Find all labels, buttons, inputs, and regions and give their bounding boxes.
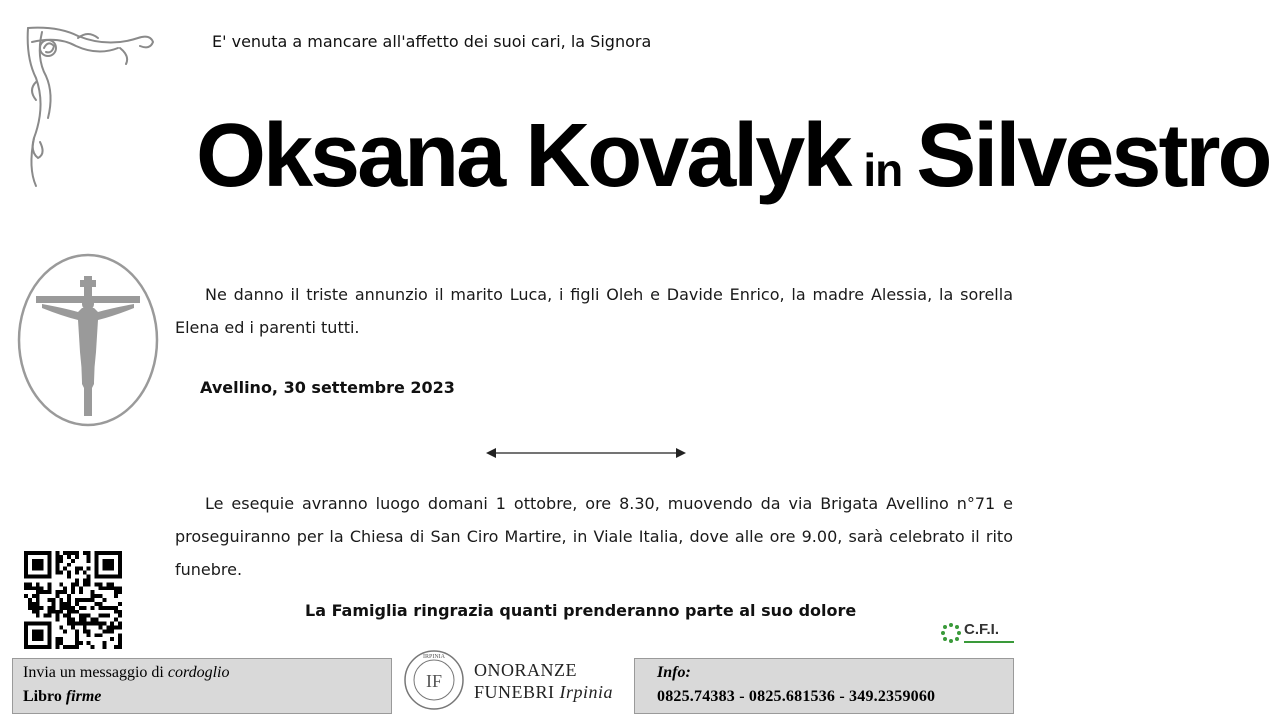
svg-text:IF: IF xyxy=(425,671,443,691)
phone-numbers[interactable]: 0825.74383 - 0825.681536 - 349.2359060 xyxy=(657,688,936,705)
brand-line1: ONORANZE xyxy=(474,660,577,680)
double-arrow-divider-icon xyxy=(486,446,686,460)
condolence-box[interactable] xyxy=(12,658,392,714)
cfi-text: C.F.I. xyxy=(964,621,1000,638)
condolence-link[interactable]: Invia un messaggio di cordoglio xyxy=(23,664,230,681)
brand-name xyxy=(474,659,613,703)
brand-line2: FUNEBRI Irpinia xyxy=(474,682,614,702)
deceased-name xyxy=(196,105,1269,237)
deceased-married-name: Silvestro xyxy=(916,106,1269,206)
info-box xyxy=(634,658,1014,714)
announcement-text: Ne danno il triste annunzio il marito Luca, i figli Oleh e Davide Enrico, la madre Alessia, la sorella Elena ed i parenti tutti. xyxy=(175,285,1013,337)
corner-ornament-icon xyxy=(18,18,158,188)
name-connector: in xyxy=(863,144,903,196)
crucifix-icon xyxy=(16,252,160,428)
qr-code-icon xyxy=(24,551,122,649)
cfi-logo-icon xyxy=(940,618,1016,650)
funeral-details: Le esequie avranno luogo domani 1 ottobre, ore 8.30, muovendo da via Brigata Avellino n°71 e proseguiranno per la Chiesa di San Ciro Martire, in Viale Italia, dove alle ore 9.00, sarà celebrato il rito funebre. xyxy=(175,494,1013,579)
svg-text:IRPINIA: IRPINIA xyxy=(423,654,445,660)
thanks-line: La Famiglia ringrazia quanti prenderanno parte al suo dolore xyxy=(305,601,857,620)
info-label: Info: xyxy=(657,664,691,681)
onoranze-logo-icon xyxy=(402,646,466,712)
deceased-first-name: Oksana Kovalyk xyxy=(196,106,850,206)
guestbook-link[interactable]: Libro firme xyxy=(23,688,102,705)
intro-line: E' venuta a mancare all'affetto dei suoi cari, la Signora xyxy=(212,32,652,51)
place-date: Avellino, 30 settembre 2023 xyxy=(200,378,455,397)
